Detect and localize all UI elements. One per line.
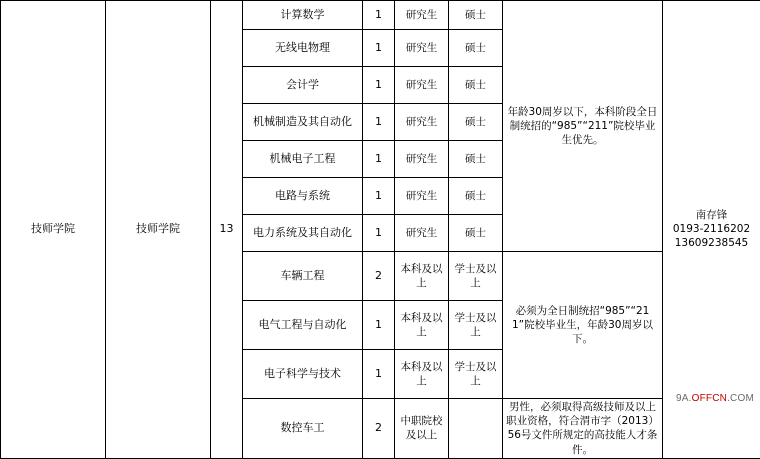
cell-count: 1	[363, 301, 395, 350]
cell-count: 1	[363, 1, 395, 30]
cell-education: 中职院校及以上	[395, 399, 449, 459]
cell-count: 1	[363, 104, 395, 141]
cell-department: 技师学院	[106, 1, 211, 459]
cell-education: 本科及以上	[395, 252, 449, 301]
cell-degree: 学士及以上	[449, 350, 503, 399]
site-watermark	[674, 393, 756, 404]
cell-count: 1	[363, 178, 395, 215]
cell-education: 本科及以上	[395, 301, 449, 350]
cell-count: 2	[363, 399, 395, 459]
cell-degree: 硕士	[449, 178, 503, 215]
cell-degree: 硕士	[449, 1, 503, 30]
cell-major: 机械制造及其自动化	[243, 104, 363, 141]
cell-degree: 硕士	[449, 67, 503, 104]
cell-major: 计算数学	[243, 1, 363, 30]
cell-count: 1	[363, 141, 395, 178]
cell-major: 机械电子工程	[243, 141, 363, 178]
cell-major: 无线电物理	[243, 30, 363, 67]
contact-phone-2: 13609238545	[665, 236, 758, 250]
cell-requirement-3: 男性，必须取得高级技师及以上职业资格，符合渭市字（2013）56号文件所规定的高技能人才条件。	[503, 399, 663, 459]
watermark-brand: OFFCN	[692, 393, 727, 404]
cell-requirement-2: 必须为全日制统招“985”“211”院校毕业生，年龄30周岁以下。	[503, 252, 663, 399]
cell-education: 研究生	[395, 1, 449, 30]
cell-count: 1	[363, 215, 395, 252]
cell-total-count: 13	[211, 1, 243, 459]
cell-degree: 硕士	[449, 215, 503, 252]
cell-education: 研究生	[395, 67, 449, 104]
cell-degree: 学士及以上	[449, 252, 503, 301]
cell-degree: 硕士	[449, 30, 503, 67]
cell-major: 电子科学与技术	[243, 350, 363, 399]
cell-college: 技师学院	[1, 1, 106, 459]
contact-name: 南存锋	[665, 208, 758, 222]
cell-major: 电气工程与自动化	[243, 301, 363, 350]
cell-degree: 硕士	[449, 141, 503, 178]
watermark-suffix: .COM	[727, 393, 754, 404]
cell-education: 本科及以上	[395, 350, 449, 399]
cell-major: 车辆工程	[243, 252, 363, 301]
cell-degree: 学士及以上	[449, 301, 503, 350]
cell-contact	[663, 1, 760, 459]
cell-degree	[449, 399, 503, 459]
cell-major: 电力系统及其自动化	[243, 215, 363, 252]
cell-education: 研究生	[395, 178, 449, 215]
cell-education: 研究生	[395, 104, 449, 141]
cell-education: 研究生	[395, 30, 449, 67]
cell-count: 1	[363, 350, 395, 399]
cell-education: 研究生	[395, 141, 449, 178]
table-row	[1, 1, 760, 30]
cell-count: 2	[363, 252, 395, 301]
cell-major: 数控车工	[243, 399, 363, 459]
cell-degree: 硕士	[449, 104, 503, 141]
cell-education: 研究生	[395, 215, 449, 252]
cell-count: 1	[363, 30, 395, 67]
watermark-prefix: 9A.	[676, 393, 692, 404]
contact-phone-1: 0193-2116202	[665, 222, 758, 236]
cell-requirement-1: 年龄30周岁以下，本科阶段全日制统招的“985”“211”院校毕业生优先。	[503, 1, 663, 252]
cell-major: 电路与系统	[243, 178, 363, 215]
cell-count: 1	[363, 67, 395, 104]
cell-major: 会计学	[243, 67, 363, 104]
